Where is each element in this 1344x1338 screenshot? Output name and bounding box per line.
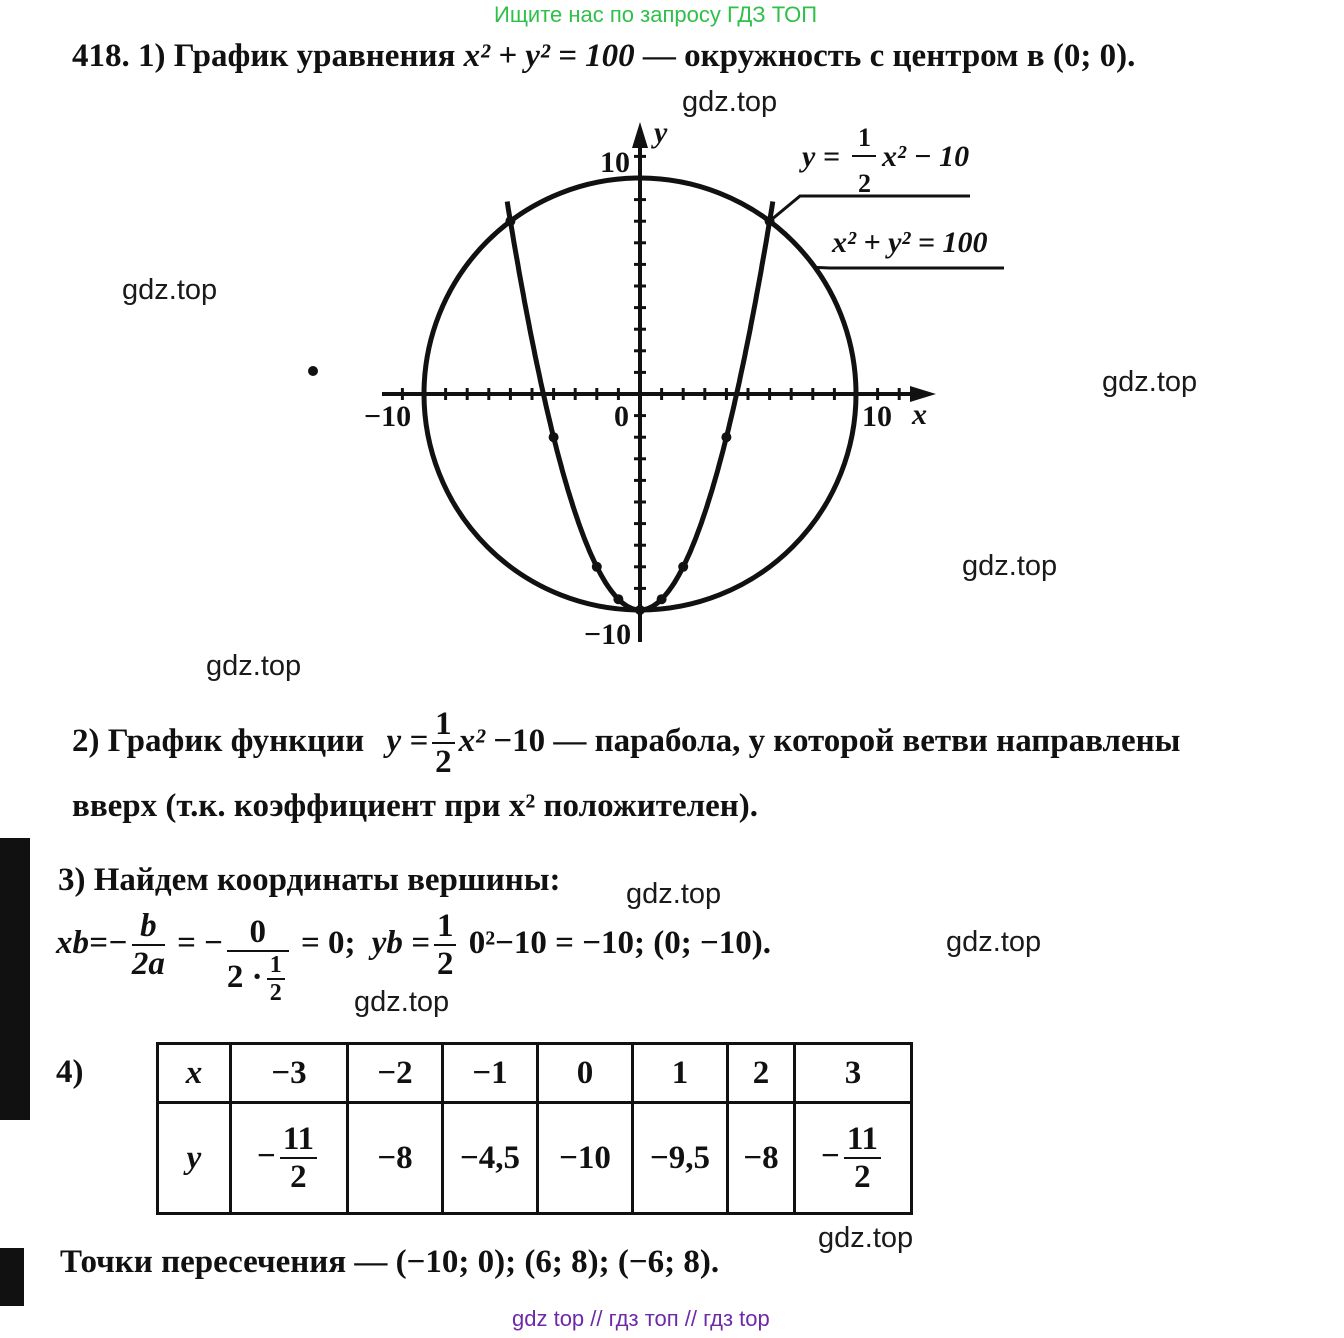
- xb-label: xb=−: [56, 924, 128, 961]
- half-num: 1: [267, 952, 285, 980]
- table-cell: −8: [728, 1103, 795, 1214]
- x-tick-label-right: 10: [862, 400, 892, 433]
- cell-frac-num: 11: [844, 1121, 881, 1159]
- circle-label: x² + y² = 100: [832, 226, 988, 259]
- cell-sign: −: [821, 1137, 840, 1174]
- site-watermark: gdz.top: [1102, 366, 1198, 398]
- half-den: 2: [269, 980, 282, 1007]
- top-watermark: Ищите нас по запросу ГДЗ ТОП: [494, 2, 818, 27]
- table-cell: 3: [795, 1044, 912, 1103]
- table-cell: −3: [231, 1044, 348, 1103]
- scan-edge-shadow: [0, 838, 30, 1120]
- part3-formula: [56, 908, 771, 1007]
- table-cell: y: [158, 1103, 231, 1214]
- parabola-point: [635, 605, 645, 615]
- table-cell: [795, 1103, 912, 1214]
- part2-prefix: 2) График функции: [72, 722, 365, 759]
- site-watermark: gdz.top: [682, 86, 778, 118]
- parabola-point: [678, 562, 688, 572]
- x-tick-label-left: −10: [364, 400, 412, 433]
- parabola-label-num: 1: [858, 123, 871, 152]
- parabola-label-rest: x² − 10: [882, 140, 970, 173]
- zero-num: 0: [227, 914, 289, 952]
- two-a-den: 2a: [131, 946, 165, 983]
- cell-frac-den: 2: [854, 1159, 871, 1195]
- site-watermark: gdz.top: [962, 550, 1058, 582]
- problem-number: 418.: [72, 38, 130, 74]
- cell-frac-den: 2: [290, 1159, 307, 1195]
- b-over-2a: [132, 908, 165, 983]
- parabola-point: [549, 432, 559, 442]
- origin-label: 0: [614, 400, 629, 433]
- table-row: [158, 1044, 912, 1103]
- part4-label: 4): [56, 1054, 84, 1090]
- part2-line-2: вверх (т.к. коэффициент при x² положителен).: [72, 788, 759, 824]
- site-watermark: gdz.top: [946, 926, 1042, 958]
- yb-fraction: [434, 908, 457, 983]
- table-cell: −4,5: [443, 1103, 538, 1214]
- table-row: [158, 1103, 912, 1214]
- table-cell: −10: [538, 1103, 633, 1214]
- yb-rest: 0²−10 = −10; (0; −10).: [468, 924, 772, 961]
- site-watermark: gdz.top: [626, 878, 722, 910]
- table-cell: −1: [443, 1044, 538, 1103]
- yb-frac-den: 2: [436, 946, 454, 983]
- y-tick-label-bottom: −10: [584, 618, 632, 651]
- circle-equation: x² + y² = 100: [463, 38, 635, 74]
- eq-minus: = −: [177, 924, 223, 961]
- parabola-label-leader: [770, 196, 970, 221]
- part1-prefix: 1) График уравнения: [138, 38, 456, 74]
- site-watermark: gdz.top: [206, 650, 302, 682]
- site-watermark: gdz.top: [122, 274, 218, 306]
- part2-frac-den: 2: [435, 744, 452, 781]
- part3-title: 3) Найдем координаты вершины:: [58, 862, 561, 898]
- parabola-label-den: 2: [858, 169, 871, 198]
- parabola-point: [613, 594, 623, 604]
- values-table: [156, 1042, 913, 1215]
- table-cell: 2: [728, 1044, 795, 1103]
- yb-label: yb =: [371, 924, 430, 961]
- y-axis-arrow: [632, 122, 648, 148]
- conclusion: Точки пересечения — (−10; 0); (6; 8); (−6; 8).: [60, 1244, 720, 1280]
- yb-frac-num: 1: [434, 908, 457, 946]
- graph-ticks: [402, 156, 899, 610]
- table-cell: x: [158, 1044, 231, 1103]
- cell-frac-num: 11: [280, 1121, 317, 1159]
- part2-line-1: [72, 706, 1180, 781]
- table-cell: [231, 1103, 348, 1214]
- site-watermark: gdz.top: [818, 1222, 914, 1254]
- parabola-point: [721, 432, 731, 442]
- x-axis-label: x: [912, 398, 927, 431]
- bottom-watermark: gdz top // гдз топ // гдз top: [512, 1306, 770, 1331]
- circle-label-leader: [815, 267, 1004, 268]
- table-cell: 1: [633, 1044, 728, 1103]
- part2-rest: −10 — парабола, у которой ветви направлены: [493, 722, 1181, 759]
- part1-suffix: — окружность с центром в (0; 0).: [642, 38, 1136, 74]
- cell-fraction: [844, 1121, 881, 1196]
- values-table-wrap: [156, 1042, 913, 1215]
- parabola-point: [592, 562, 602, 572]
- table-cell: −2: [348, 1044, 443, 1103]
- half-fraction: [267, 952, 285, 1007]
- part2-x2: x²: [458, 722, 486, 759]
- part2-y-eq: y =: [386, 722, 429, 759]
- zero-fraction: [227, 914, 289, 1007]
- cell-sign: −: [257, 1137, 276, 1174]
- graph-axes: [382, 122, 936, 642]
- zero-den: [227, 952, 289, 1007]
- y-tick-label-top: 10: [600, 146, 630, 179]
- b-num: b: [132, 908, 165, 946]
- part2-frac-num: 1: [432, 706, 455, 744]
- y-axis-label: y: [654, 116, 668, 149]
- site-watermark: gdz.top: [354, 986, 450, 1018]
- part2-fraction: [432, 706, 455, 781]
- two-dot: 2 ·: [226, 958, 263, 995]
- table-cell: 0: [538, 1044, 633, 1103]
- cell-fraction: [280, 1121, 317, 1196]
- table-cell: −9,5: [633, 1103, 728, 1214]
- table-cell: −8: [348, 1103, 443, 1214]
- parabola-point: [657, 594, 667, 604]
- eq-zero: = 0;: [300, 924, 356, 961]
- scan-edge-shadow: [0, 1248, 24, 1306]
- parabola-point: [505, 216, 515, 226]
- parabola-label-y: y =: [802, 140, 840, 173]
